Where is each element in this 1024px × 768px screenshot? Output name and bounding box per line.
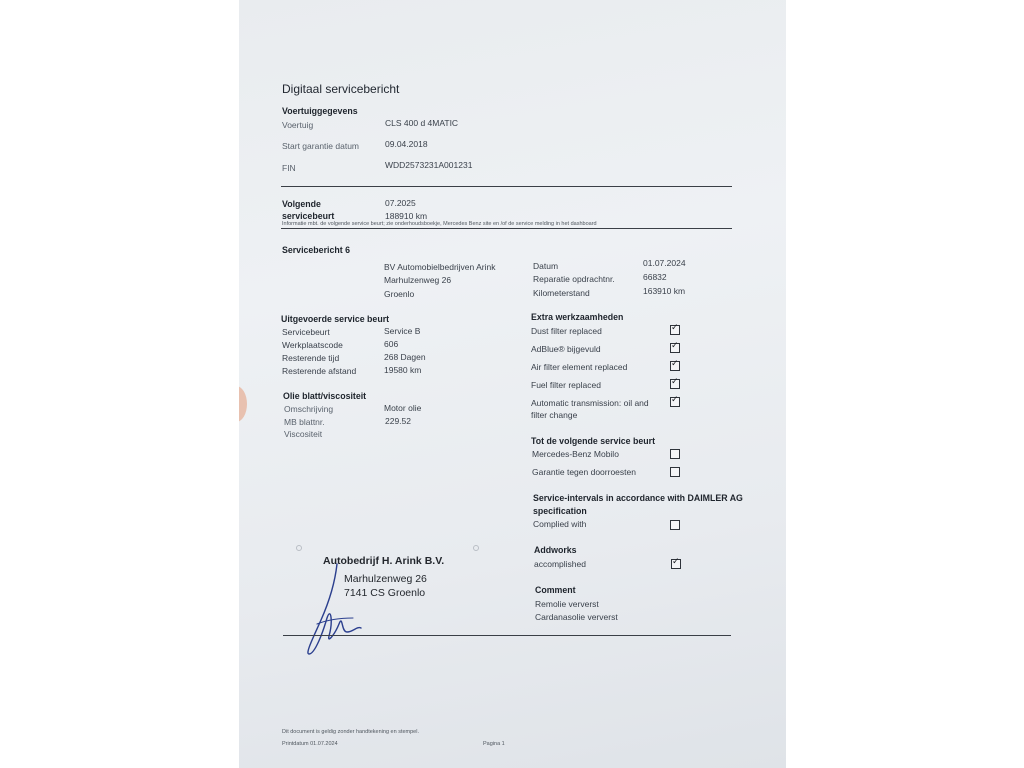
document-title: Digitaal servicebericht	[282, 82, 400, 96]
mb-sheet-label: MB blattnr.	[284, 417, 325, 427]
complied-checkbox	[670, 520, 680, 530]
extra-item-label: filter change	[531, 410, 578, 420]
next-service-label-1: Volgende	[282, 199, 321, 209]
stamp-city: 7141 CS Groenlo	[344, 587, 426, 599]
remaining-distance-value: 19580 km	[384, 365, 422, 375]
comment-line: Cardanasolie ververst	[535, 612, 618, 622]
stamp-street: Marhulzenweg 26	[344, 573, 427, 585]
fin-value: WDD2573231A001231	[385, 160, 473, 170]
service-type-label: Servicebeurt	[282, 327, 330, 337]
extra-item-label: Dust filter replaced	[531, 326, 602, 336]
odometer-value: 163910 km	[643, 286, 686, 296]
odometer-label: Kilometerstand	[533, 288, 590, 298]
performed-heading: Uitgevoerde service beurt	[281, 314, 390, 324]
photo-background-right	[786, 0, 1024, 768]
viscosity-label: Viscositeit	[284, 429, 323, 439]
remaining-time-value: 268 Dagen	[384, 352, 426, 362]
mobilo-checkbox	[670, 449, 680, 459]
footer-print-date: Printdatum 01.07.2024	[282, 741, 338, 747]
vehicle-value: CLS 400 d 4MATIC	[385, 118, 459, 128]
oil-description-label: Omschrijving	[284, 404, 334, 414]
mobilo-label: Mercedes-Benz Mobilo	[532, 449, 619, 459]
mb-sheet-value: 229.52	[385, 416, 411, 426]
oil-heading: Olie blatt/viscositeit	[283, 391, 367, 401]
footer-validity: Dit document is geldig zonder handtekening en stempel.	[282, 729, 419, 735]
remaining-distance-label: Resterende afstand	[282, 366, 357, 376]
service-document	[239, 0, 786, 768]
next-service-label-2: servicebeurt	[282, 211, 335, 221]
intervals-heading-2: specification	[533, 506, 587, 516]
fin-label: FIN	[282, 163, 296, 173]
dust-filter-checkbox	[670, 325, 680, 335]
extra-item-label: Air filter element replaced	[531, 362, 628, 372]
fuel-filter-checkbox	[670, 379, 680, 389]
warranty-start-value: 09.04.2018	[385, 139, 428, 149]
complied-label: Complied with	[533, 519, 587, 529]
accomplished-label: accomplished	[534, 559, 586, 569]
warranty-start-label: Start garantie datum	[282, 141, 360, 151]
vehicle-label: Voertuig	[282, 120, 314, 130]
dealer-city: Groenlo	[384, 289, 415, 299]
extra-item-label: AdBlue® bijgevuld	[531, 344, 601, 354]
next-service-note: Informatie mbt. de volgende service beurt; zie onderhoudsboekje, Mercedes Benz site en /of de service melding in het dashboard	[282, 221, 597, 227]
signature-line	[283, 635, 731, 636]
service-type-value: Service B	[384, 326, 421, 336]
punch-hole	[473, 545, 479, 551]
dealer-name: BV Automobielbedrijven Arink	[384, 262, 496, 272]
intervals-heading: Service-intervals in accordance with DAIMLER AG	[533, 493, 743, 503]
workshop-code-label: Werkplaatscode	[282, 340, 343, 350]
extra-item-label: Automatic transmission: oil and	[531, 398, 649, 408]
adblue-checkbox	[670, 343, 680, 353]
date-label: Datum	[533, 261, 559, 271]
photo-background-left	[0, 0, 239, 768]
comment-line: Remolie ververst	[535, 599, 599, 609]
repair-order-label: Reparatie opdrachtnr.	[533, 274, 615, 284]
accomplished-checkbox	[671, 559, 681, 569]
vehicle-heading: Voertuiggegevens	[282, 106, 358, 116]
remaining-time-label: Resterende tijd	[282, 353, 340, 363]
workshop-code-value: 606	[384, 339, 399, 349]
air-filter-checkbox	[670, 361, 680, 371]
next-service-km: 188910 km	[385, 211, 428, 221]
divider	[281, 186, 732, 187]
date-value: 01.07.2024	[643, 258, 686, 268]
report-heading: Servicebericht 6	[282, 245, 350, 255]
oil-description-value: Motor olie	[384, 403, 422, 413]
divider	[281, 228, 732, 229]
repair-order-value: 66832	[643, 272, 667, 282]
footer-page: Pagina 1	[483, 741, 505, 747]
dealer-street: Marhulzenweg 26	[384, 275, 452, 285]
next-service-date: 07.2025	[385, 198, 416, 208]
until-next-heading: Tot de volgende service beurt	[531, 436, 656, 446]
stamp-company: Autobedrijf H. Arink B.V.	[323, 555, 445, 567]
finger	[239, 386, 247, 422]
addworks-heading: Addworks	[534, 545, 577, 555]
punch-hole	[296, 545, 302, 551]
extra-item-label: Fuel filter replaced	[531, 380, 601, 390]
rust-warranty-checkbox	[670, 467, 680, 477]
rust-warranty-label: Garantie tegen doorroesten	[532, 467, 636, 477]
comment-heading: Comment	[535, 585, 576, 595]
signature	[299, 562, 379, 662]
extra-heading: Extra werkzaamheden	[531, 312, 624, 322]
transmission-checkbox	[670, 397, 680, 407]
